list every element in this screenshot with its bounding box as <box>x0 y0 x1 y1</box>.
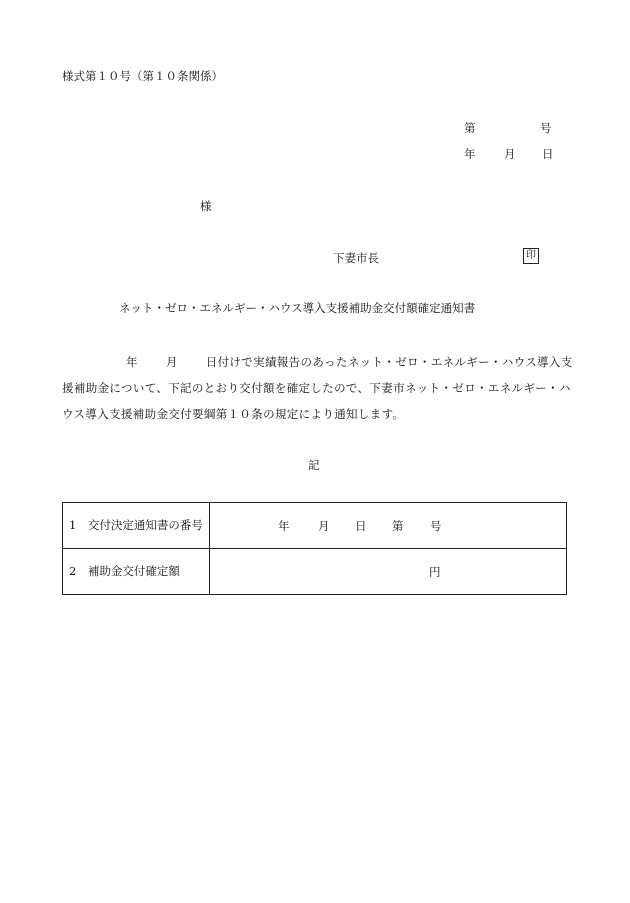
grant-amount-value <box>210 549 567 595</box>
date-day: 日 <box>542 147 554 161</box>
document-number-dai: 第 <box>464 121 476 135</box>
document-number-go: 号 <box>540 121 552 135</box>
notice-dai: 第 <box>392 519 404 533</box>
table-row <box>63 503 567 549</box>
notice-month: 月 <box>318 519 330 533</box>
notice-number-label: 1 交付決定通知書の番号 <box>63 503 210 549</box>
seal-mark: 印 <box>523 248 539 264</box>
date-month: 月 <box>504 147 516 161</box>
body-paragraph <box>62 349 580 427</box>
notice-day: 日 <box>355 519 367 533</box>
body-year: 年 <box>126 355 138 369</box>
notice-year: 年 <box>278 519 290 533</box>
details-table <box>62 502 567 595</box>
addressee-honorific: 様 <box>200 199 212 213</box>
notice-number-value <box>210 503 567 549</box>
notice-go: 号 <box>430 519 442 533</box>
document-title: ネット・ゼロ・エネルギー・ハウス導入支援補助金交付額確定通知書 <box>119 301 476 315</box>
form-number: 様式第１０号（第１０条関係） <box>62 69 223 83</box>
table-row <box>63 549 567 595</box>
ki-heading: 記 <box>308 458 320 472</box>
date-year: 年 <box>464 147 476 161</box>
body-text: 日付けで実績報告のあったネット・ゼロ・エネルギー・ハウス導入支援補助金について、下記のとおり交付額を確定したので、下妻市ネット・ゼロ・エネルギー・ハウス導入支援補助金交付要綱第１０条の規定により通知します。 <box>62 355 573 421</box>
grant-amount-unit: 円 <box>429 565 441 579</box>
grant-amount-label: 2 補助金交付確定額 <box>63 549 210 595</box>
body-month: 月 <box>165 355 178 369</box>
issuer-name: 下妻市長 <box>333 251 379 265</box>
